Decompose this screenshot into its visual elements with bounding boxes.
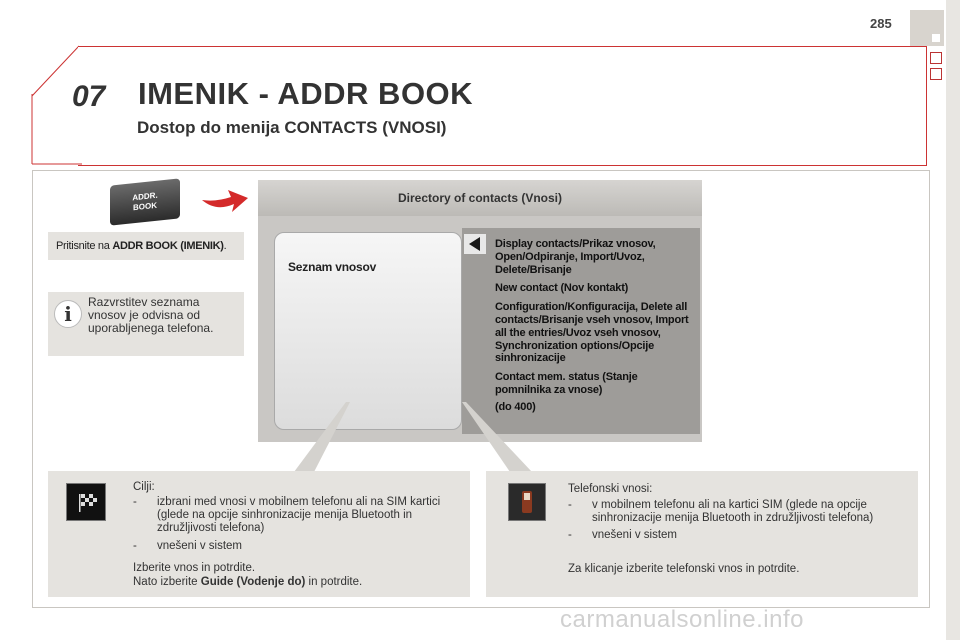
header-bottom-edge (32, 163, 82, 166)
contacts-list-title: Seznam vnosov (288, 260, 377, 274)
page-tab (910, 10, 944, 46)
phone-entries-item: v mobilnem telefonu ali na kartici SIM (glede na opcije sinhronizacije menija Bluetooth in združljivosti telefona) (592, 499, 874, 524)
contacts-menu (495, 238, 695, 420)
red-arrow-icon (198, 186, 250, 216)
pointer-right (460, 400, 540, 474)
page-title: IMENIK - ADDR BOOK (138, 76, 474, 111)
guide-instruction: Nato izberite Guide (Vodenje do) in potrdite. (133, 576, 363, 588)
destinations-item: izbrani med vnosi v mobilnem telefonu ali na SIM kartici (glede na opcije sinhronizacije menija Bluetooth in združljivosti telefona) (157, 496, 441, 534)
phone-entries-item: vnešeni v sistem (592, 529, 678, 541)
menu-item-display[interactable]: Display contacts/Prikaz vnosov, Open/Odpiranje, Import/Uvoz, Delete/Brisanje (495, 238, 656, 276)
chapter-number: 07 (72, 80, 106, 113)
page-number: 285 (870, 16, 892, 31)
info-note-text: Razvrstitev seznama vnosov je odvisna od uporabljenega telefona. (88, 295, 214, 335)
memory-capacity: (do 400) (495, 400, 536, 413)
pointer-left (280, 400, 360, 474)
addr-book-button[interactable]: ADDR. BOOK (110, 178, 180, 225)
menu-item-new-contact[interactable]: New contact (Nov kontakt) (495, 282, 629, 295)
phone-entries-title: Telefonski vnosi: (568, 483, 653, 495)
destinations-item: vnešeni v sistem (157, 540, 243, 552)
watermark: carmanualsonline.info (560, 606, 804, 633)
tab-marker-1 (930, 52, 942, 64)
back-triangle-icon[interactable] (464, 234, 486, 254)
tab-marker-2 (930, 68, 942, 80)
menu-item-configuration[interactable]: Configuration/Konfiguracija, Delete all contacts/Brisanje vseh vnosov, Import all the entries/Uvoz vseh vnosov, Synchronization options/Opcije sinhronizacije (495, 301, 689, 365)
page-subtitle: Dostop do menija CONTACTS (VNOSI) (137, 118, 447, 137)
phone-entries-box (486, 471, 918, 597)
info-icon: i (54, 300, 82, 328)
press-instruction: Pritisnite na ADDR BOOK (IMENIK). (48, 232, 244, 260)
page-edge-rail (946, 0, 960, 640)
checkered-flag-icon (66, 483, 106, 521)
header-corner (0, 40, 80, 170)
destinations-instruction: Izberite vnos in potrdite. (133, 562, 256, 574)
screen-header: Directory of contacts (Vnosi) (258, 180, 702, 216)
menu-item-memory-status[interactable]: Contact mem. status (Stanje pomnilnika za vnose) (495, 371, 638, 396)
call-instruction: Za klicanje izberite telefonski vnos in potrdite. (568, 563, 800, 575)
header-left-edge (31, 94, 34, 164)
phone-icon (508, 483, 546, 521)
destinations-title: Cilji: (133, 481, 155, 493)
